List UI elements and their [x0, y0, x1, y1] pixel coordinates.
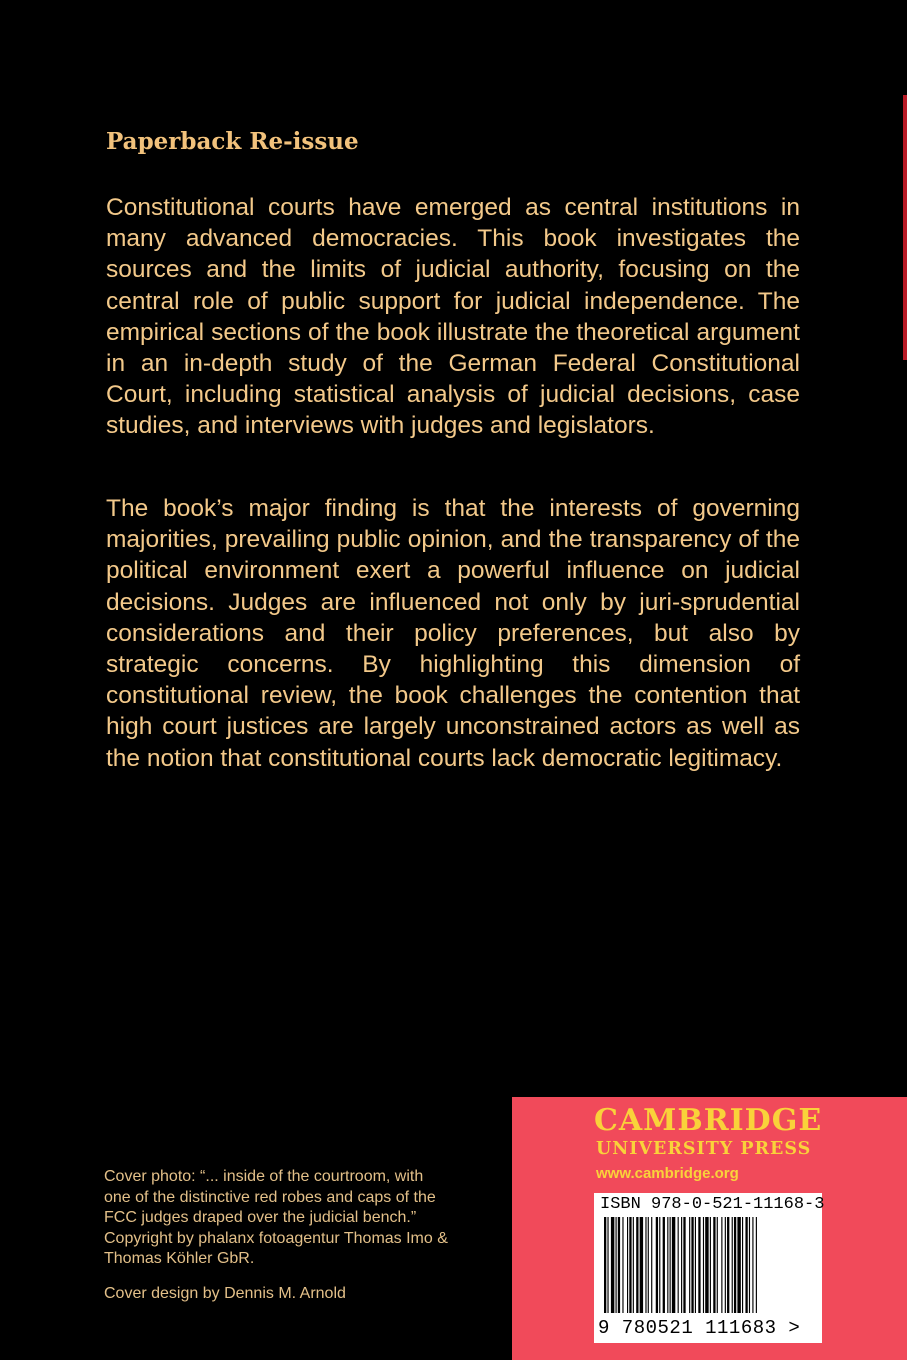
barcode-bar [683, 1217, 685, 1313]
barcode-bar [703, 1217, 704, 1313]
barcode-bar [622, 1217, 623, 1313]
barcode-bar [607, 1217, 608, 1313]
barcode-bar [752, 1217, 753, 1313]
barcode-bar [734, 1217, 736, 1313]
barcode-bar [691, 1217, 693, 1313]
barcode-bar [721, 1217, 722, 1313]
barcode-bar [616, 1217, 617, 1313]
barcode-panel [594, 1193, 825, 1343]
barcode-bar [732, 1217, 733, 1313]
barcode-bar [663, 1217, 665, 1313]
barcode-bar [727, 1217, 729, 1313]
credits-block [104, 1167, 504, 1304]
barcode-bar [689, 1217, 690, 1313]
barcode-bar [651, 1217, 652, 1313]
barcode-bar [633, 1217, 634, 1313]
section-heading: Paperback Re-issue [106, 128, 359, 155]
barcode-bar [618, 1217, 620, 1313]
barcode-bar [627, 1217, 628, 1313]
barcode-bar [725, 1217, 726, 1313]
barcode-bar [636, 1217, 638, 1313]
barcode-bar [611, 1217, 614, 1313]
isbn-label: ISBN 978-0-521-11168-3 [600, 1195, 825, 1214]
barcode-bar [749, 1217, 750, 1313]
barcode-bar [681, 1217, 682, 1313]
publisher-name: CAMBRIDGE [594, 1103, 823, 1138]
barcode-bar [629, 1217, 631, 1313]
publisher-subtitle: UNIVERSITY PRESS [596, 1139, 812, 1159]
barcode-bar [717, 1217, 718, 1313]
barcode-bar [672, 1217, 675, 1313]
barcode-bar [737, 1217, 740, 1313]
barcode-bar [705, 1217, 708, 1313]
barcode-bar [640, 1217, 643, 1313]
barcode-bar [648, 1217, 649, 1313]
barcode-icon [604, 1217, 812, 1317]
barcode-bar [667, 1217, 668, 1313]
cover-photo-credit: Cover photo: “... inside of the courtroom, with one of the distinctive red robes and caps of the FCC judges draped over the judicial bench.” Copyright by phalanx fotoagentur Thomas Imo & Thomas Köhler GbR. [104, 1168, 448, 1267]
barcode-bar [604, 1217, 606, 1313]
description-paragraph-2: The book’s major finding is that the interests of governing majorities, prevailing public opinion, and the transparency of the political environment exert a powerful influence on judicial decisions. Judges are influenced not only by juri-sprudential considerations and their policy preferences, but also by strategic concerns. By highlighting this dimension of constitutional review, the book challenges the contention that high court justices are largely unconstrained actors as well as the notion that constitutional courts lack democratic legitimacy. [106, 495, 800, 772]
barcode-digits: 9 780521 111683 > [598, 1317, 801, 1339]
barcode-bar [713, 1217, 715, 1313]
barcode-bar [710, 1217, 711, 1313]
cover-design-credit: Cover design by Dennis M. Arnold [104, 1284, 346, 1302]
barcode-bar [698, 1217, 700, 1313]
barcode-bar [645, 1217, 646, 1313]
barcode-bar [695, 1217, 696, 1313]
description-paragraph-1: Constitutional courts have emerged as central institutions in many advanced democracies. This book investigates the sources and the limits of judicial authority, focusing on the central role of public support for judicial independence. The empirical sections of the book illustrate the theoretical argument in an in-depth study of the German Federal Constitutional Court, including statistical analysis of judicial decisions, case studies, and interviews with judges and legislators. [106, 194, 800, 440]
red-edge-strip [903, 95, 907, 360]
barcode-bar [742, 1217, 743, 1313]
barcode-bar [656, 1217, 658, 1313]
barcode-bar [678, 1217, 679, 1313]
barcode-bar [670, 1217, 671, 1313]
barcode-bar [659, 1217, 660, 1313]
barcode-bar [756, 1217, 757, 1313]
barcode-bar [745, 1217, 747, 1313]
publisher-url: www.cambridge.org [596, 1165, 739, 1182]
publisher-box [512, 1097, 907, 1360]
